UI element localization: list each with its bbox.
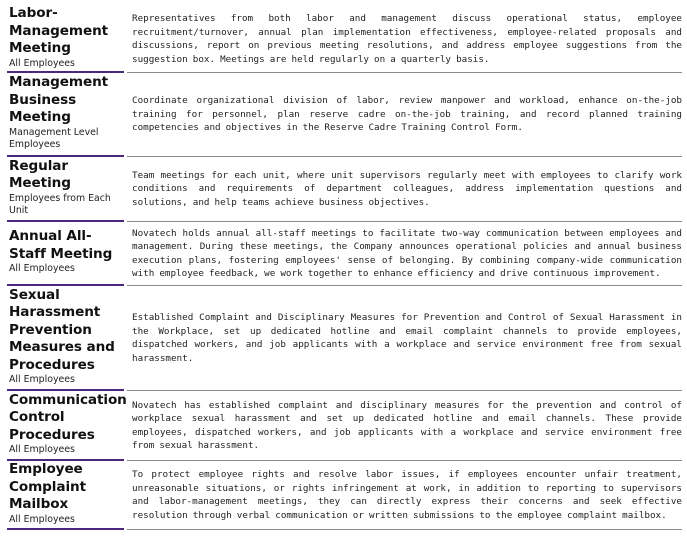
channel-audience: Employees from Each Unit <box>9 192 111 216</box>
channel-description-cell <box>127 391 682 461</box>
channel-title: Communication Control Procedures <box>9 391 127 443</box>
channel-title: Management Business Meeting <box>9 74 109 126</box>
channel-label-cell <box>7 157 124 222</box>
channel-description: Novatech holds annual all-staff meetings to facilitate two-way communication between employees and management. During these meetings, the Company announces operational policies and annual business execution plans, fostering employees' sense of belonging. By combining company-wide communication with employee feedback, we work together to enhance efficiency and drive continuous improvement. <box>132 227 682 279</box>
channel-description-cell <box>127 461 682 530</box>
channel-audience: Management Level Employees <box>9 126 99 151</box>
channel-title: Regular Meeting <box>9 157 71 191</box>
channel-audience: All Employees <box>9 444 75 455</box>
channel-audience: All Employees <box>9 374 75 385</box>
channel-description: Coordinate organizational division of labor, review manpower and workload, enhance on-the-job training for personnel, plan reserve cadre on-the-job training, and record planned training competencies and objectives in the Reserve Cadre Training Control Form. <box>132 95 682 134</box>
channel-audience: All Employees <box>9 513 75 525</box>
channel-description: Team meetings for each unit, where unit supervisors regularly meet with employees to clarify work conditions and requirements of department colleagues, address implementation questions and solutions, and help teams achieve business objectives. <box>132 169 682 208</box>
channel-description-cell <box>127 73 682 157</box>
table-row <box>7 73 682 157</box>
channel-description-cell <box>127 286 682 391</box>
table-row <box>7 461 682 530</box>
table-row <box>7 222 682 286</box>
channel-description: Representatives from both labor and management discuss operational status, employee recruitment/turnover, annual plan implementation effectiveness, employee-related proposals and discussions, report on previous meeting resolutions, and address employee suggestions from the suggestion box. Meetings are held regularly on a quarterly basis. <box>132 13 682 65</box>
table-row <box>7 286 682 391</box>
communication-channels-table <box>7 6 682 530</box>
channel-description: Novatech has established complaint and disciplinary measures for the prevention and control of workplace sexual harassment and set up dedicated hotline and email channels. These provide employees, dispatched workers, and job applicants with a workplace and service environment free from sexual harassment. <box>132 399 682 451</box>
channel-label-cell <box>7 73 124 157</box>
channel-description-cell <box>127 6 682 73</box>
channel-title: Sexual Harassment Prevention Measures and Procedures <box>9 286 115 373</box>
channel-description: Established Complaint and Disciplinary Measures for Prevention and Control of Sexual Harassment in the Workplace, set up dedicated hotline and email complaint channels to provide employees, dispatched workers, and job applicants with a workplace and service environment free from sexual harassment. <box>132 312 682 364</box>
channel-title: Labor-Management Meeting <box>9 5 109 56</box>
table-row <box>7 6 682 73</box>
channel-title: Employee Complaint Mailbox <box>9 461 86 512</box>
channel-label-cell <box>7 391 127 461</box>
channel-label-cell <box>7 286 124 391</box>
channel-label-cell <box>7 6 124 73</box>
channel-description-cell <box>127 222 682 286</box>
channel-description: To protect employee rights and resolve labor issues, if employees encounter unfair treatment, unreasonable situations, or rights infringement at work, in addition to reporting to supervisors and labor-management meetings, they can directly express their concerns and seek effective resolution through verbal communication or written submissions to the employee complaint mailbox. <box>132 469 682 521</box>
channel-description-cell <box>127 157 682 222</box>
channel-label-cell <box>7 461 124 530</box>
table-row <box>7 157 682 222</box>
channel-label-cell <box>7 222 124 286</box>
channel-audience: All Employees <box>9 57 75 69</box>
table-row <box>7 391 682 461</box>
channel-audience: All Employees <box>9 263 75 275</box>
channel-title: Annual All-Staff Meeting <box>9 228 113 262</box>
